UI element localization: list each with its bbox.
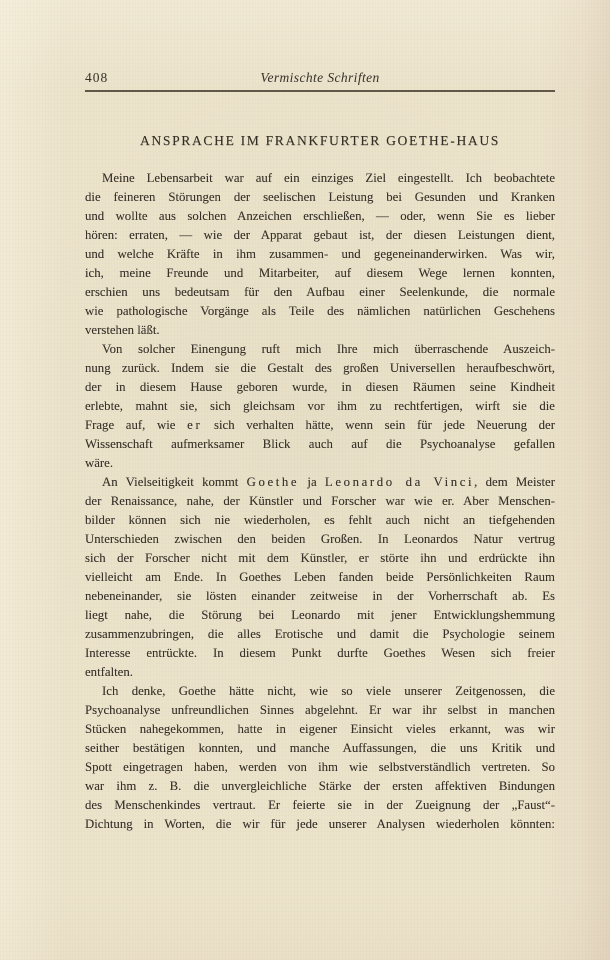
text-line: des Menschenkindes vertraut. Er feierte sie in der Zueignung der „Faust“- <box>85 798 555 812</box>
text-line: liegt nahe, die Störung bei Leonardo mit jener Entwicklungshemmung <box>85 608 555 622</box>
text-line: und welche Kräfte in ihm zusammen- und gegeneinanderwirken. Was wir, <box>85 247 555 261</box>
text-line: bilder können sich nie wiederholen, es fehlt auch nicht an tiefgehenden <box>85 513 555 527</box>
text-line: Wissenschaft aufmerksamer Blick auch auf die Psychoanalyse gefallen <box>85 437 555 451</box>
article-title: ANSPRACHE IM FRANKFURTER GOETHE-HAUS <box>139 133 501 148</box>
text-line: Ich denke, Goethe hätte nicht, wie so viele unserer Zeitgenossen, die <box>102 684 555 698</box>
letterspaced-text: er <box>187 418 203 432</box>
running-title: Vermischte Schriften <box>260 70 380 85</box>
text-column <box>85 70 555 834</box>
text-line: erlebte, mahnt sie, sich gleichsam vor ihm zu rechtfertigen, wirft sie die <box>85 399 555 413</box>
text-line: nung zurück. Indem sie die Gestalt des großen Universellen heraufbeschwört, <box>85 361 555 375</box>
text-line: An Vielseitigkeit kommt Goethe ja Leonardo da Vinci, dem Meister <box>102 475 555 489</box>
text-line: seither bestätigen konnten, und manche Auffassungen, die uns Kritik und <box>85 741 555 755</box>
text-line: Von solcher Einengung ruft mich Ihre mich überraschende Auszeich- <box>102 342 555 356</box>
text-line: erschien uns bedeutsam für den Aufbau einer Seelenkunde, die normale <box>85 285 555 299</box>
text-line: wie pathologische Vorgänge als Teile des nämlichen natürlichen Geschehens <box>85 304 555 318</box>
letterspaced-text: Leonardo da Vinci <box>324 475 475 489</box>
text-line: sich der Forscher nicht mit dem Künstler, er störte ihn und erdrückte ihn <box>85 551 555 565</box>
text-line: der Renaissance, nahe, der Künstler und Forscher war wie er. Aber Menschen- <box>85 494 555 508</box>
text-line: Interesse entrückte. In diesem Punkt durfte Goethes Wesen sich freier <box>85 646 555 660</box>
text-line: ich, meine Freunde und Mitarbeiter, auf diesem Wege lernen konnten, <box>85 266 555 280</box>
text-line: entfalten. <box>85 665 133 679</box>
text-line: hören: erraten, — wie der Apparat gebaut ist, der diesen Leistungen dient, <box>85 228 555 242</box>
text-line: Unterschieden zwischen den beiden Großen. In Leonardos Natur vertrug <box>85 532 555 546</box>
text-line: nebeneinander, sie lösten einander zeitweise in der Vorherrschaft ab. Es <box>85 589 555 603</box>
text-line: Stücken nahegekommen, hatte in eigener Einsicht vieles erkannt, was wir <box>85 722 555 736</box>
text-line: Frage auf, wie er sich verhalten hätte, wenn sein für jede Neuerung der <box>85 418 555 432</box>
text-line: war ihm z. B. die unvergleichliche Stärke der ersten affektiven Bindungen <box>85 779 555 793</box>
text-line: vielleicht am Ende. In Goethes Leben fanden beide Persönlichkeiten Raum <box>85 570 555 584</box>
article-body <box>85 169 555 834</box>
page-number: 408 <box>85 70 109 85</box>
text-line: die feineren Störungen der seelischen Leistung bei Gesunden und Kranken <box>85 190 555 204</box>
text-line: Psychoanalyse unfreundlichen Sinnes abgelehnt. Er war ihr selbst in manchen <box>85 703 555 717</box>
text-line: Dichtung in Worten, die wir für jede unserer Analysen wiederholen könnten: <box>85 817 555 831</box>
paragraph <box>85 473 555 682</box>
page-header <box>85 70 555 92</box>
paragraph <box>85 340 555 473</box>
text-line: Spott eingetragen haben, werden von ihm wie selbstverständlich vertreten. So <box>85 760 555 774</box>
text-line: verstehen läßt. <box>85 323 160 337</box>
text-line: und wollte aus solchen Anzeichen erschließen, — oder, wenn Sie es lieber <box>85 209 555 223</box>
text-line: Meine Lebensarbeit war auf ein einziges Ziel eingestellt. Ich beobachtete <box>102 171 555 185</box>
letterspaced-text: Goethe <box>246 475 300 489</box>
paragraph <box>85 682 555 834</box>
text-line: wäre. <box>85 456 114 470</box>
text-line: zusammenzubringen, die alles Erotische und damit die Psychologie seinem <box>85 627 555 641</box>
text-line: der in diesem Hause geboren wurde, in diesen Räumen seine Kindheit <box>85 380 555 394</box>
paragraph <box>85 169 555 340</box>
